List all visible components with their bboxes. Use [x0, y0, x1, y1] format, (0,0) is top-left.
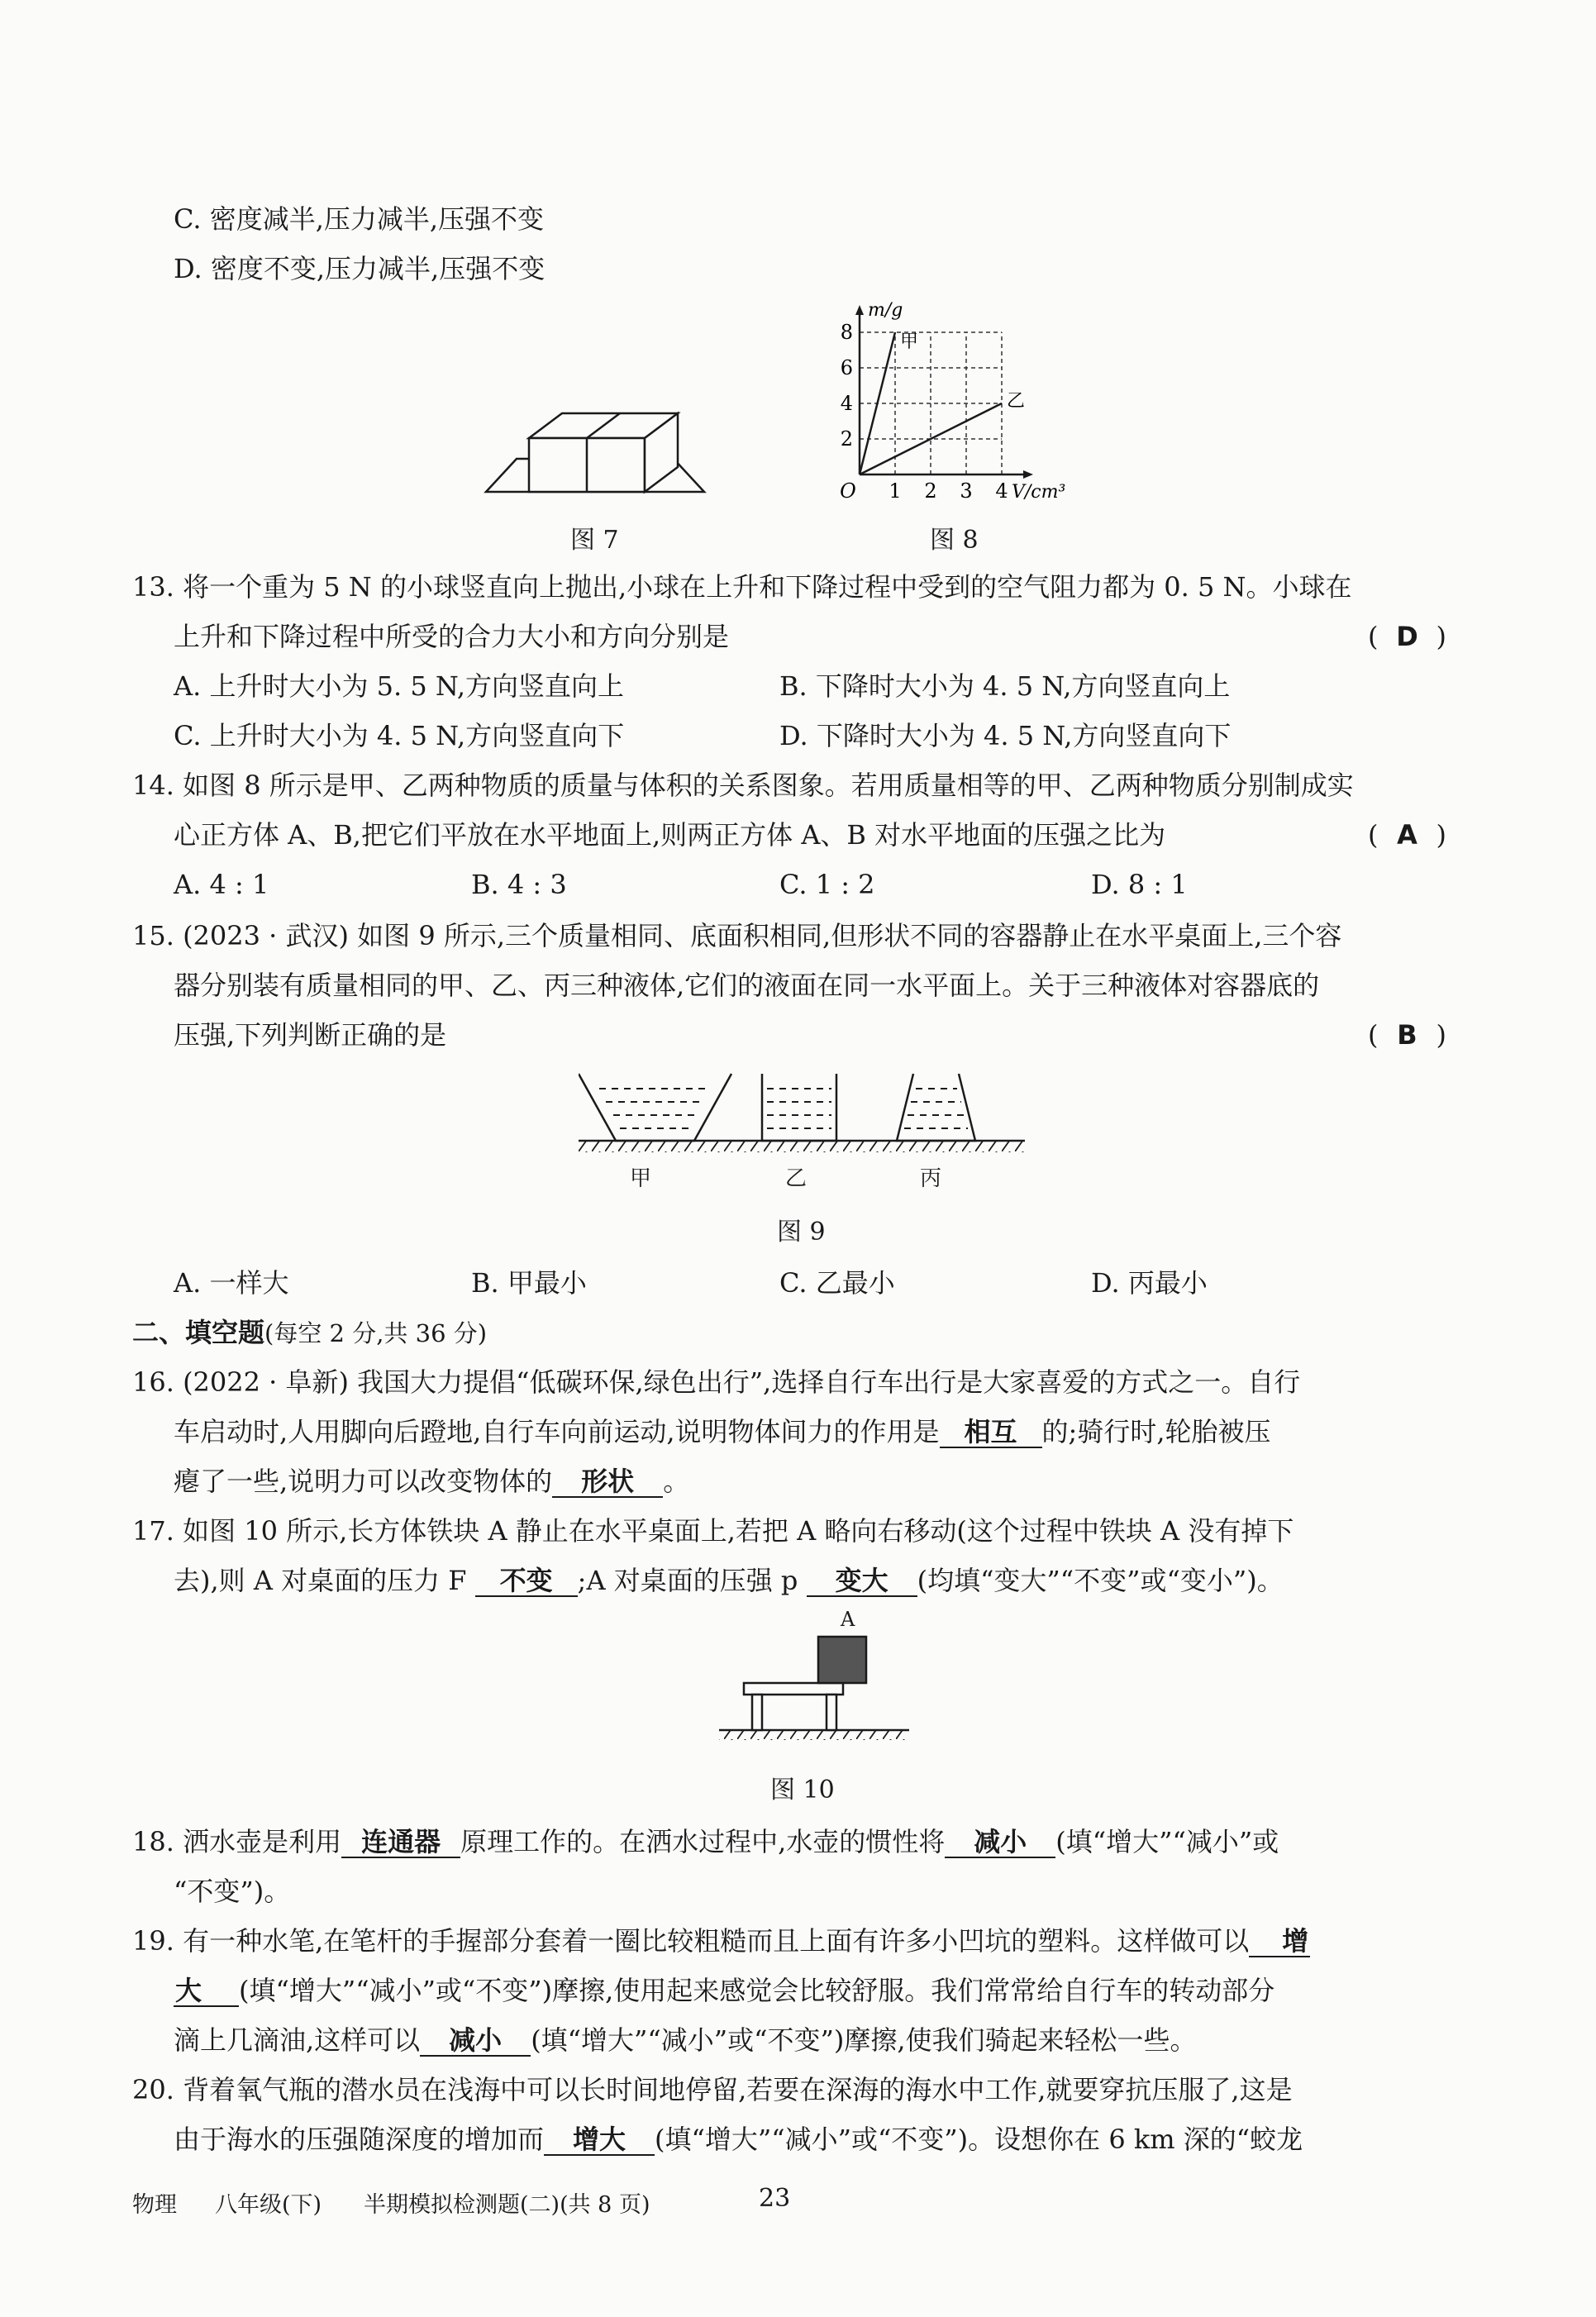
q17-text: 去),则 A 对桌面的压力 F	[174, 1565, 467, 1596]
q19-blank-2: 减小	[420, 2025, 531, 2057]
chart-y-axis-label: m/g	[868, 300, 903, 321]
footer-subject: 物理	[132, 2192, 177, 2218]
chart-series-label: 甲	[900, 331, 919, 352]
q17-blank-1: 不变	[475, 1566, 578, 1597]
q17-line2	[174, 1564, 1284, 1597]
q13-option-c: C. 上升时大小为 4. 5 N,方向竖直向下	[174, 720, 625, 751]
section-2-note: (每空 2 分,共 36 分)	[264, 1319, 488, 1347]
q16-text: 车启动时,人用脚向后蹬地,自行车向前运动,说明物体间力的作用是	[174, 1416, 940, 1447]
q16-line2	[174, 1415, 1271, 1448]
q18-line1	[132, 1825, 1279, 1858]
q12-option-c: C. 密度减半,压力减半,压强不变	[174, 203, 545, 235]
q14-stem-line2: 心正方体 A、B,把它们平放在水平地面上,则两正方体 A、B 对水平地面的压强之比为	[174, 819, 1166, 851]
q16-blank-1: 相互	[940, 1417, 1042, 1448]
figure-9-caption: 图 9	[777, 1218, 826, 1247]
figure-10-table-block	[711, 1635, 917, 1743]
q13-stem-line1: 13. 将一个重为 5 N 的小球竖直向上抛出,小球在上升和下降过程中受到的空气阻力都为 0. 5 N。小球在	[132, 571, 1352, 603]
q16-line3	[174, 1465, 689, 1498]
q15-stem-line1: 15. (2023 · 武汉) 如图 9 所示,三个质量相同、底面积相同,但形状不同的容器静止在水平桌面上,三个容	[132, 920, 1342, 951]
q14-option-d: D. 8 : 1	[1091, 869, 1188, 900]
q19-line2	[174, 1974, 1274, 2007]
q13-option-d: D. 下降时大小为 4. 5 N,方向竖直向下	[779, 720, 1232, 751]
q14-answer: A	[1397, 819, 1417, 851]
figure-7-blocks	[484, 405, 707, 496]
figure-8-chart	[827, 291, 1091, 506]
chart-x-tick-label: 2	[924, 479, 937, 503]
q18-line2: “不变”)。	[174, 1876, 291, 1907]
q19-text: (填“增大”“减小”或“不变”)摩擦,使用起来感觉会比较舒服。我们常常给自行车的转动部分	[239, 1975, 1275, 2006]
q15-answer-paren: ( B )	[1368, 1019, 1446, 1051]
q16-text: 。	[663, 1466, 690, 1497]
chart-y-tick-label: 4	[840, 392, 853, 415]
q20-text: 由于海水的压强随深度的增加而	[174, 2124, 545, 2155]
q19-text: (填“增大”“减小”或“不变”)摩擦,使我们骑起来轻松一些。	[531, 2024, 1197, 2056]
q18-blank-2: 减小	[945, 1827, 1055, 1858]
q16-text: 的;骑行时,轮胎被压	[1041, 1416, 1271, 1447]
q13-stem-line2: 上升和下降过程中所受的合力大小和方向分别是	[174, 621, 730, 652]
chart-x-tick-label: 4	[995, 479, 1008, 503]
q13-answer: D	[1396, 621, 1418, 652]
chart-x-arrow	[1023, 470, 1033, 479]
q13-option-b: B. 下降时大小为 4. 5 N,方向竖直向上	[779, 670, 1231, 702]
q14-stem-line1: 14. 如图 8 所示是甲、乙两种物质的质量与体积的关系图象。若用质量相等的甲、乙两种物质分别制成实	[132, 770, 1354, 801]
q17-text: ;A 对桌面的压强 p	[577, 1565, 798, 1596]
q14-answer-paren: ( A )	[1368, 819, 1446, 851]
q20-blank-1: 增大	[544, 2124, 655, 2156]
figure-8-caption: 图 8	[930, 526, 979, 555]
q18-text: 原理工作的。在洒水过程中,水壶的惯性将	[460, 1826, 946, 1857]
q15-option-d: D. 丙最小	[1091, 1267, 1208, 1299]
q15-stem-line3: 压强,下列判断正确的是	[174, 1019, 447, 1051]
footer-grade: 八年级(下)	[215, 2192, 322, 2218]
q19-blank-1a: 增	[1249, 1926, 1310, 1957]
chart-x-axis-label: V/cm³	[1012, 482, 1066, 503]
footer-exam-title: 半期模拟检测题(二)(共 8 页)	[364, 2192, 650, 2218]
q13-option-a: A. 上升时大小为 5. 5 N,方向竖直向上	[174, 670, 624, 702]
figure-10-block-label: A	[841, 1608, 855, 1631]
q15-option-a: A. 一样大	[174, 1267, 289, 1299]
q20-line2	[174, 2123, 1303, 2156]
figure-9-containers	[579, 1070, 1025, 1161]
chart-y-arrow	[855, 305, 864, 315]
chart-series-label: 乙	[1007, 391, 1026, 412]
q15-option-c: C. 乙最小	[779, 1267, 895, 1299]
q15-stem-line2: 器分别装有质量相同的甲、乙、丙三种液体,它们的液面在同一水平面上。关于三种液体对容器底的	[174, 970, 1320, 1001]
chart-y-tick-label: 2	[840, 427, 853, 451]
chart-x-tick-label: 3	[960, 479, 973, 503]
q20-line1: 20. 背着氧气瓶的潜水员在浅海中可以长时间地停留,若要在深海的海水中工作,就要穿抗压服了,这是	[132, 2074, 1293, 2105]
figure-9-label-bing: 丙	[920, 1166, 942, 1191]
q16-blank-2: 形状	[552, 1466, 663, 1498]
q12-option-d: D. 密度不变,压力减半,压强不变	[174, 253, 545, 284]
section-2-heading	[132, 1316, 487, 1350]
q15-answer: B	[1397, 1019, 1417, 1051]
q16-line1: 16. (2022 · 阜新) 我国大力提倡“低碳环保,绿色出行”,选择自行车出行是大家喜爱的方式之一。自行	[132, 1366, 1301, 1398]
q16-text: 瘪了一些,说明力可以改变物体的	[174, 1466, 553, 1497]
q14-option-b: B. 4 : 3	[471, 869, 567, 900]
figure-9-label-yi: 乙	[785, 1166, 808, 1191]
q18-blank-1: 连通器	[341, 1827, 460, 1858]
q19-text: 19. 有一种水笔,在笔杆的手握部分套着一圈比较粗糙而且上面有许多小凹坑的塑料。这样做可以	[132, 1925, 1250, 1957]
figure-7-caption: 图 7	[570, 526, 619, 555]
page-number: 23	[759, 2184, 791, 2213]
q19-text: 滴上几滴油,这样可以	[174, 2024, 421, 2056]
chart-y-tick-label: 6	[840, 356, 853, 379]
q19-line1	[132, 1924, 1310, 1957]
q14-option-a: A. 4 : 1	[174, 869, 269, 900]
figure-10-caption: 图 10	[770, 1776, 835, 1804]
q15-option-b: B. 甲最小	[471, 1267, 587, 1299]
chart-y-tick-label: 8	[840, 321, 853, 344]
figure-9-label-jia: 甲	[630, 1166, 652, 1191]
q18-text: 18. 洒水壶是利用	[132, 1826, 342, 1857]
q20-text: (填“增大”“减小”或“不变”)。设想你在 6 km 深的“蛟龙	[655, 2124, 1303, 2155]
q18-text: (填“增大”“减小”或	[1055, 1826, 1279, 1857]
q14-option-c: C. 1 : 2	[779, 869, 875, 900]
q17-line1: 17. 如图 10 所示,长方体铁块 A 静止在水平桌面上,若把 A 略向右移动(这个过程中铁块 A 没有掉下	[132, 1515, 1294, 1547]
q17-text: (均填“变大”“不变”或“变小”)。	[917, 1565, 1284, 1596]
q13-answer-paren: ( D )	[1368, 621, 1446, 652]
chart-origin-label: O	[840, 479, 856, 503]
chart-x-tick-label: 1	[889, 479, 902, 503]
q17-blank-2: 变大	[807, 1566, 917, 1597]
section-2-title: 二、填空题	[132, 1317, 265, 1348]
q19-blank-1b: 大	[174, 1976, 239, 2007]
q19-line3	[174, 2024, 1197, 2057]
